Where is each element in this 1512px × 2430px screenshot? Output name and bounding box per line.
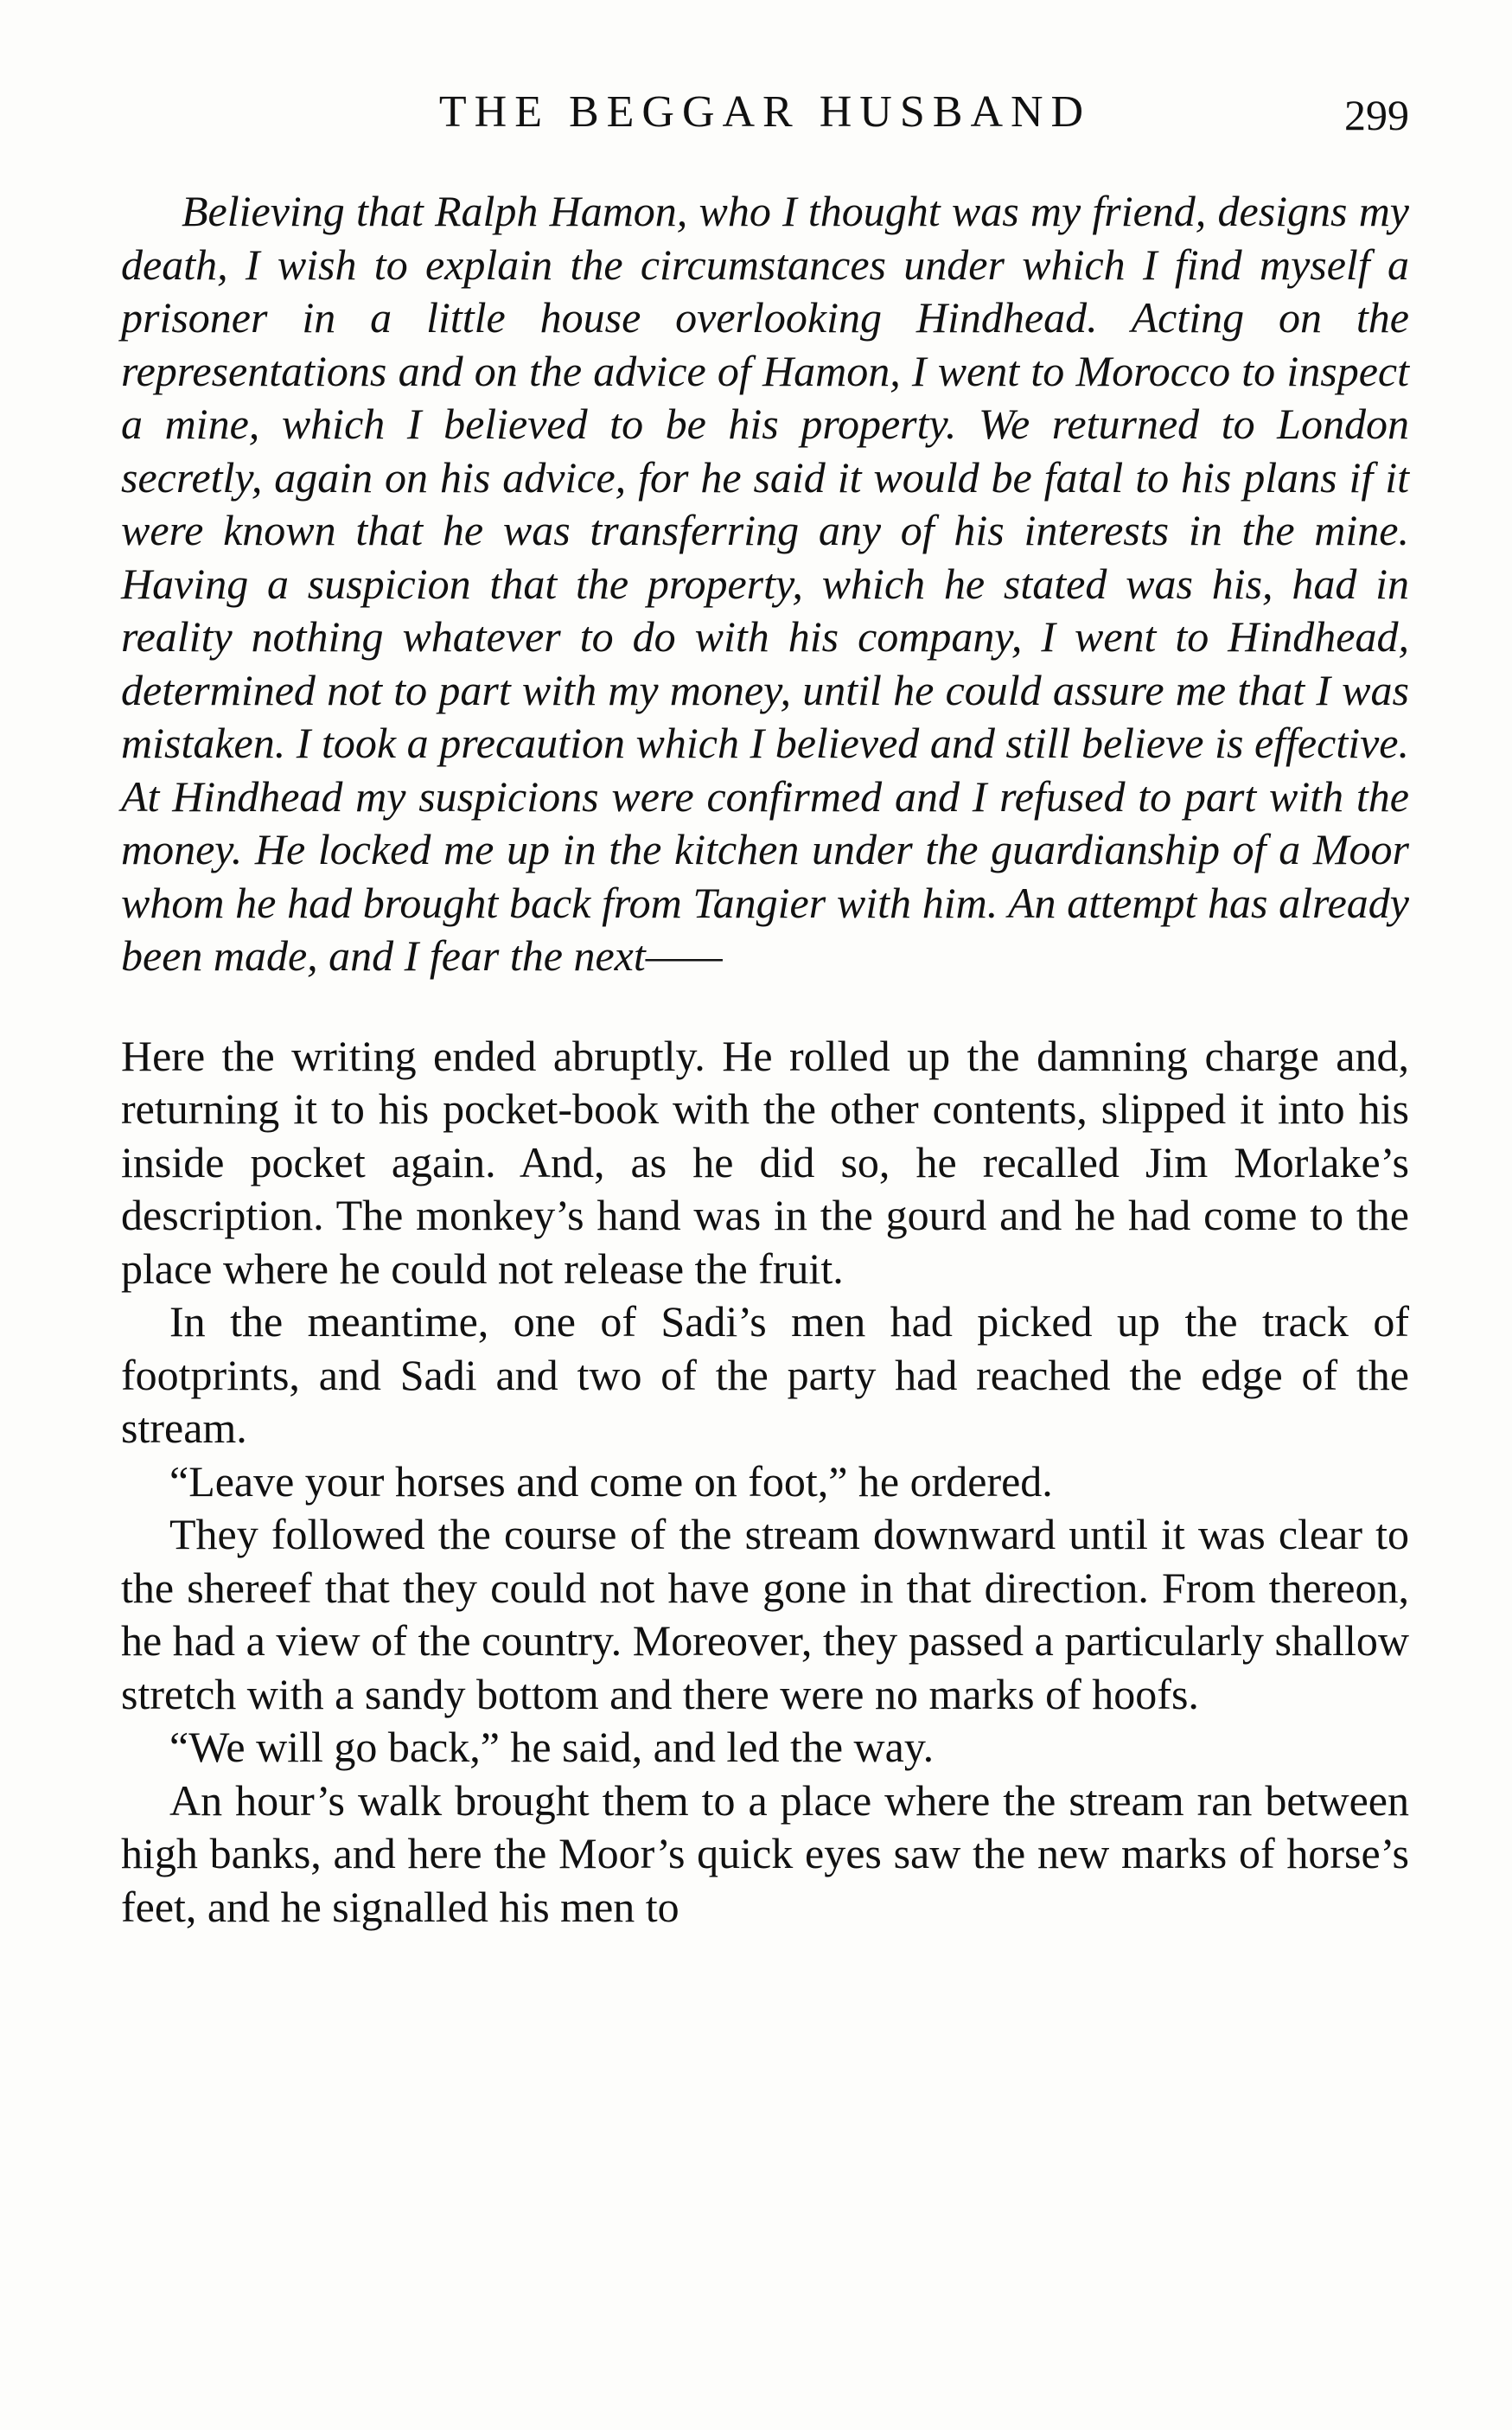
- narrative-paragraph: Here the writing ended abruptly. He rolled up the damning charge and, returning it to his pocket-book with the other contents, slipped it into his inside pocket again. And, as he did so, he recalled Jim Morlake’s description. The monkey’s hand was in the gourd and he had come to the place where he could not release the fruit.: [121, 1031, 1409, 1293]
- letter-paragraph: Believing that Ralph Hamon, who I thought was my friend, designs my death, I wish to explain the circumstances under which I find myself a prisoner in a little house overlooking Hindhead. Acting on the representations and on the advice of Hamon, I went to Morocco to inspect a mine, which I believed to be his property. We returned to London secretly, again on his advice, for he said it would be fatal to his plans if it were known that he was transferring any of his interests in the mine. Having a suspicion that the property, which he stated was his, had in reality nothing whatever to do with his company, I went to Hindhead, determined not to part with my money, until he could assure me that I was mistaken. I took a precaution which I believed and still believe is effective. At Hindhead my suspicions were confirmed and I refused to part with the money. He locked me up in the kitchen under the guardianship of a Moor whom he had brought back from Tangier with him. An attempt has already been made, and I fear the next——: [121, 187, 1409, 980]
- letter-text: [121, 185, 1409, 983]
- narrative-paragraph: In the meantime, one of Sadi’s men had picked up the track of footprints, and Sadi and two of the party had reached the edge of the stream.: [121, 1297, 1409, 1452]
- book-page: [121, 86, 1409, 1934]
- narrative-paragraph: They followed the course of the stream downward until it was clear to the shereef that they could not have gone in that direction. From thereon, he had a view of the country. Moreover, they passed a particularly shallow stretch with a sandy bottom and there were no marks of hoofs.: [121, 1510, 1409, 1718]
- narrative-paragraph: “Leave your horses and come on foot,” he ordered.: [169, 1456, 1053, 1506]
- narrative-paragraph: “We will go back,” he said, and led the way.: [169, 1723, 935, 1771]
- narrative-paragraph: An hour’s walk brought them to a place where the stream ran between high banks, and here the Moor’s quick eyes saw the new marks of horse’s feet, and he signalled his men to: [121, 1775, 1409, 1931]
- page-number: 299: [1344, 91, 1409, 139]
- running-title: THE BEGGAR HUSBAND: [438, 87, 1092, 137]
- page-header: [121, 86, 1409, 156]
- narrative-text: [121, 1030, 1409, 1934]
